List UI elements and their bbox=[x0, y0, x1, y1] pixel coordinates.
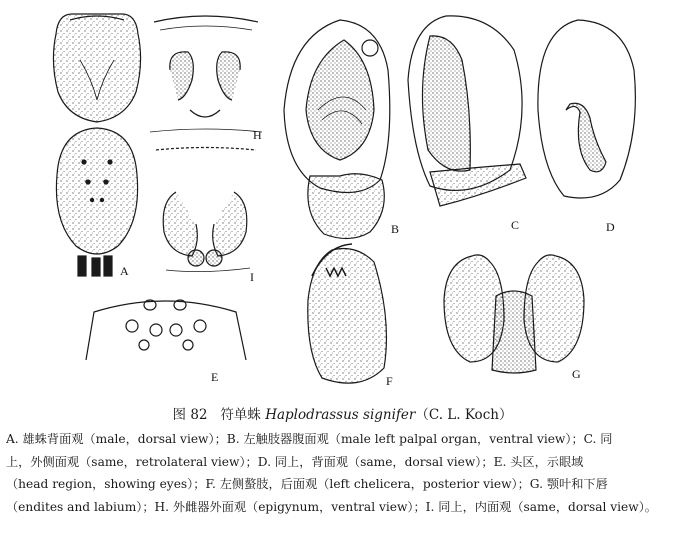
panel-b-drawing bbox=[284, 20, 390, 239]
panel-label-g: G bbox=[572, 367, 581, 381]
panel-f-drawing bbox=[308, 244, 387, 383]
panel-e-drawing bbox=[86, 300, 246, 360]
caption-line: （endites and labium）；H. 外雌器外面观（epigynum，ventral view）；I. 同上，内面观（same，dorsal view）。 bbox=[6, 499, 657, 514]
panel-a-drawing bbox=[53, 14, 140, 276]
panel-label-f: F bbox=[386, 374, 393, 388]
panel-label-e: E bbox=[211, 370, 219, 384]
figure-caption-body bbox=[6, 428, 682, 518]
panel-label-c: C bbox=[511, 218, 520, 232]
panel-d-drawing bbox=[538, 20, 635, 198]
species-authority: （C. L. Koch） bbox=[415, 407, 513, 423]
panel-label-i: I bbox=[250, 270, 254, 284]
panel-label-a: A bbox=[120, 264, 129, 278]
panel-g-drawing bbox=[444, 255, 584, 373]
figure-number: 图 82 bbox=[172, 407, 208, 423]
panel-h-drawing bbox=[150, 16, 262, 132]
panel-c-drawing bbox=[408, 16, 526, 206]
panel-label-d: D bbox=[606, 220, 615, 234]
figure-caption-title bbox=[0, 406, 685, 424]
species-chinese-name: 符单蛛 bbox=[220, 407, 261, 423]
panel-label-h: H bbox=[253, 128, 262, 142]
caption-line: 上，外侧面观（same，retrolateral view）；D. 同上，背面观（same，dorsal view）；E. 头区，示眼域 bbox=[6, 454, 584, 469]
caption-line: A. 雄蛛背面观（male，dorsal view）；B. 左触肢器腹面观（male left palpal organ，ventral view）；C. 同 bbox=[6, 432, 613, 446]
panel-i-drawing bbox=[156, 148, 256, 272]
species-scientific-name: Haplodrassus signifer bbox=[265, 407, 416, 423]
panel-label-b: B bbox=[391, 222, 400, 236]
caption-line: （head region，showing eyes）；F. 左侧螯肢，后面观（left chelicera，posterior view）；G. 颚叶和下唇 bbox=[6, 477, 608, 491]
